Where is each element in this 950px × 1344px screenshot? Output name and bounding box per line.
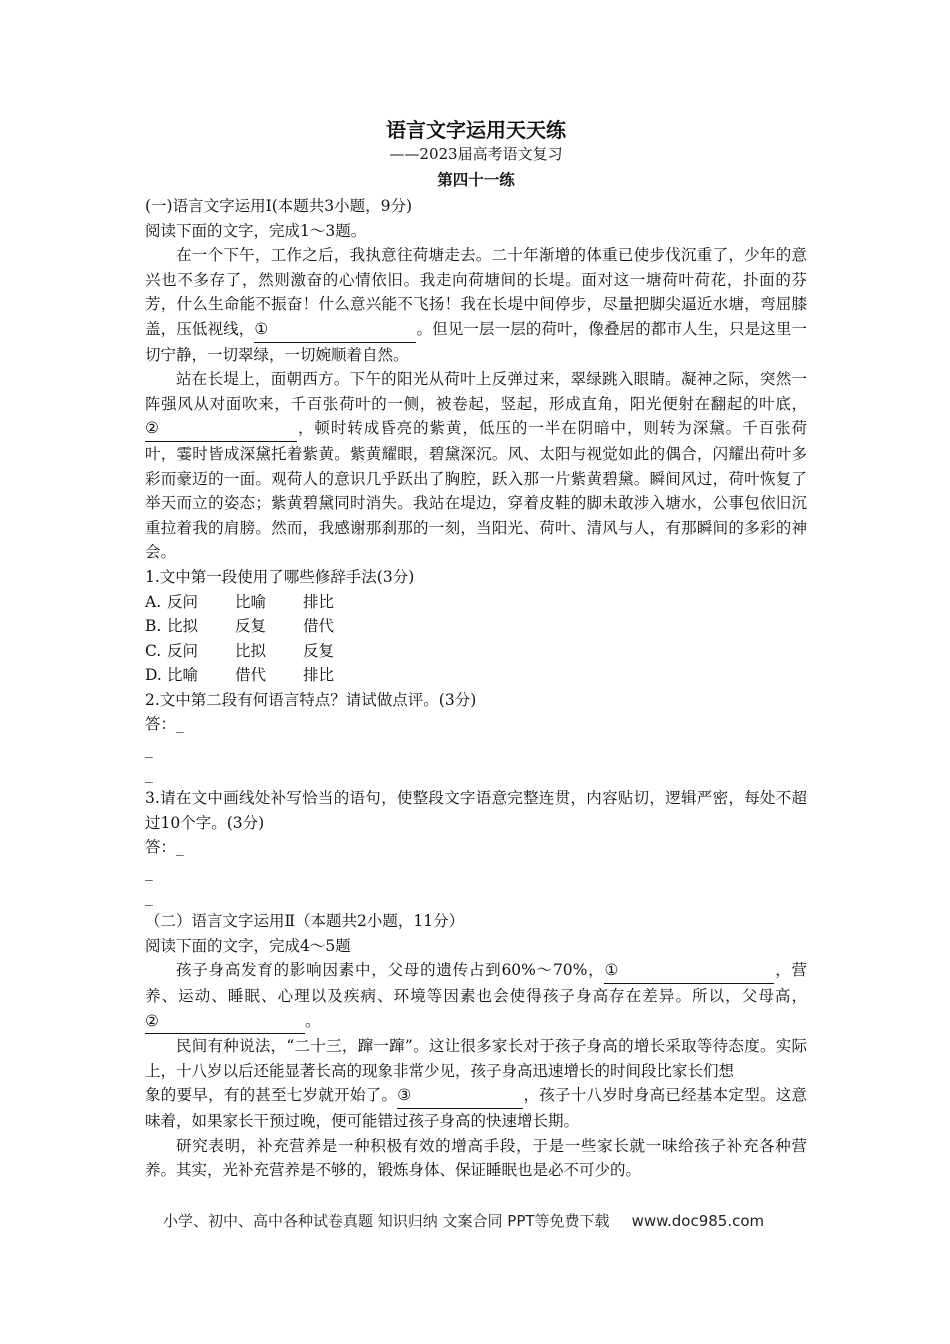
option-item: 比喻 (167, 666, 199, 685)
option-letter: B. (145, 617, 162, 636)
option-item: 比拟 (235, 641, 267, 660)
footer-text: 小学、初中、高中各种试卷真题 知识归纳 文案合同 PPT等免费下载 (163, 1212, 610, 1230)
text-run: 。 (305, 1011, 321, 1030)
fill-blank-1[interactable]: ① (254, 317, 416, 343)
fill-blank-2[interactable]: ② (145, 416, 297, 442)
fill-blank-3[interactable]: ③ (397, 1083, 523, 1109)
section2-instruction: 阅读下面的文字，完成4～5题 (145, 936, 351, 955)
option-letter: D. (145, 666, 162, 685)
text-run: ，营养、运动、睡眠、心理以及疾病、环境等因素也会使得孩子身高存在差异。所以，父母高， (145, 961, 807, 1005)
option-item: 排比 (303, 666, 335, 685)
option-item: 排比 (303, 592, 335, 611)
option-item: 借代 (303, 617, 335, 636)
lesson-number: 第四十一练 (437, 171, 515, 189)
option-item: 反复 (303, 641, 335, 660)
answer-label-3[interactable]: 答：_ (145, 838, 184, 857)
question-3: 3.请在文中画线处补写恰当的语句，使整段文字语意完整连贯，内容贴切，逻辑严密，每处不超过10个字。(3分) (145, 789, 807, 832)
text-run: 象的要早，有的甚至七岁就开始了。 (145, 1086, 398, 1105)
answer-line[interactable]: _ (145, 740, 153, 759)
option-a[interactable] (145, 590, 807, 615)
section1-paragraph-2 (145, 367, 807, 565)
option-item: 比拟 (167, 617, 199, 636)
answer-label-2[interactable]: 答：_ (145, 715, 184, 734)
section1-paragraph-1 (145, 243, 807, 367)
option-d[interactable] (145, 663, 807, 688)
page-title: 语言文字运用天天练 (386, 118, 566, 142)
option-letter: A. (145, 592, 162, 611)
option-item: 反复 (235, 617, 267, 636)
option-b[interactable] (145, 614, 807, 639)
text-run: ，顿时转成昏亮的紫黄，低压的一半在阴暗中，则转为深黛。千百张荷叶，霎时皆成深黛托着紫黄。紫黄耀眼，碧黛深沉。风、太阳与视觉如此的偶合，闪耀出荷叶多彩而豪迈的一面。观荷人的意识几乎跃出了胸腔，跃入那一片紫黄碧黛。瞬间风过，荷叶恢复了举天而立的姿态；紫黄碧黛同时消失。我站在堤边，穿着皮鞋的脚未敢涉入塘水，公事包依旧沉重拉着我的肩膀。然而，我感谢那刹那的一刻，当阳光、荷叶、清风与人，有那瞬间的多彩的神会。 (145, 419, 807, 562)
fill-blank-1[interactable]: ① (604, 958, 774, 984)
page-footer (163, 1210, 764, 1232)
section2-paragraph-2b (145, 1083, 807, 1133)
text-run: 。但见一层一层的荷叶，像叠居的都市人生，只是这里一切宁静，一切翠绿，一切婉顺着自然。 (145, 319, 807, 364)
option-c[interactable] (145, 639, 807, 664)
answer-line[interactable]: _ (145, 887, 153, 906)
answer-line[interactable]: _ (145, 863, 153, 882)
option-item: 反问 (167, 641, 199, 660)
option-item: 比喻 (235, 592, 267, 611)
text-run: 孩子身高发育的影响因素中，父母的遗传占到60%～70%， (176, 961, 605, 980)
section1-instruction: 阅读下面的文字，完成1～3题。 (145, 221, 367, 240)
text-run: ，孩子十八岁时身高已经基本定型。这意味着，如果家长干预过晚，便可能错过孩子身高的快速增长期。 (145, 1086, 807, 1130)
section1-heading: (一)语言文字运用Ⅰ(本题共3小题，9分) (145, 197, 413, 215)
fill-blank-2[interactable]: ② (145, 1009, 305, 1035)
option-item: 反问 (167, 592, 199, 611)
option-letter: C. (145, 641, 162, 660)
text-run: 在一个下午，工作之后，我执意往荷塘走去。二十年渐增的体重已使步伐沉重了，少年的意兴也不多存了，然则激奋的心情依旧。我走向荷塘间的长堤。面对这一塘荷叶荷花，扑面的芬芳，什么生命能不振奋！什么意兴能不飞扬！我在长堤中间停步，尽量把脚尖逼近水塘，弯屈膝盖，压低视线， (145, 246, 807, 338)
section2-paragraph-2a: 民间有种说法，“二十三，蹿一蹿”。这让很多家长对于孩子身高的增长采取等待态度。实际上，十八岁以后还能显著长高的现象非常少见，孩子身高迅速增长的时间段比家长们想 (145, 1037, 807, 1080)
question-2: 2.文中第二段有何语言特点？请试做点评。(3分) (145, 690, 477, 709)
page-subtitle: ——2023届高考语文复习 (389, 145, 563, 163)
text-run: 站在长堤上，面朝西方。下午的阳光从荷叶上反弹过来，翠绿跳入眼睛。凝神之际，突然一阵强风从对面吹来，千百张荷叶的一侧，被卷起，竖起，形成直角，阳光便射在翻起的叶底， (145, 370, 807, 413)
question-1: 1.文中第一段使用了哪些修辞手法(3分) (145, 567, 415, 586)
footer-site-link[interactable]: www.doc985.com (631, 1212, 765, 1230)
option-item: 借代 (235, 666, 267, 685)
section2-paragraph-3: 研究表明，补充营养是一种积极有效的增高手段，于是一些家长就一味给孩子补充各种营养。其实，光补充营养是不够的，锻炼身体、保证睡眠也是必不可少的。 (145, 1136, 807, 1180)
section2-heading: （二）语言文字运用Ⅱ（本题共2小题，11分） (145, 912, 465, 931)
answer-line[interactable]: _ (145, 764, 153, 783)
section2-paragraph-1 (145, 958, 807, 1034)
document-body (145, 116, 807, 1183)
